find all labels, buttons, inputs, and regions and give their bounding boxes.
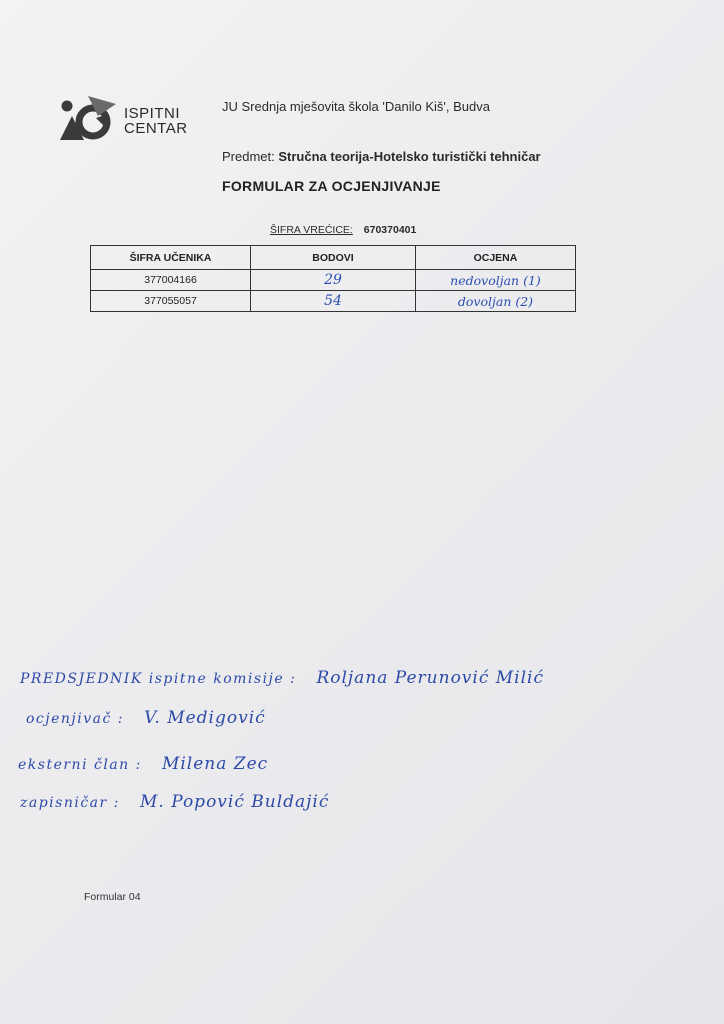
table-row bbox=[91, 291, 576, 312]
signature-role: PREDSJEDNIK ispitne komisije : bbox=[20, 671, 297, 687]
column-header-grade: OCJENA bbox=[415, 246, 575, 270]
form-number: Formular 04 bbox=[84, 891, 141, 903]
student-code-cell: 377004166 bbox=[91, 270, 251, 291]
signature-role: zapisničar : bbox=[20, 795, 120, 811]
student-code-cell: 377055057 bbox=[91, 291, 251, 312]
points-cell: 54 bbox=[251, 291, 416, 312]
signature-line-recorder bbox=[20, 792, 329, 812]
column-header-student-code: ŠIFRA UČENIKA bbox=[91, 246, 251, 270]
logo-wordmark bbox=[124, 106, 188, 136]
signature-person: V. Medigović bbox=[144, 708, 266, 728]
grade-cell: nedovoljan (1) bbox=[415, 270, 575, 291]
page-title: FORMULAR ZA OCJENJIVANJE bbox=[222, 178, 441, 194]
grades-table bbox=[90, 245, 576, 312]
signature-person: Milena Zec bbox=[161, 754, 269, 774]
table-row bbox=[91, 270, 576, 291]
ispitni-centar-logo bbox=[58, 94, 208, 144]
logo-mark-icon bbox=[58, 94, 120, 144]
signature-line-examiner bbox=[26, 708, 266, 728]
subject-value: Stručna teorija-Hotelsko turistički tehničar bbox=[278, 149, 541, 164]
bag-code bbox=[270, 224, 416, 236]
subject-line bbox=[222, 149, 541, 164]
signature-person: Roljana Perunović Milić bbox=[316, 668, 545, 688]
signature-person: M. Popović Buldajić bbox=[139, 792, 330, 812]
logo-line2: CENTAR bbox=[124, 120, 188, 137]
signature-line-external-member bbox=[18, 754, 268, 774]
bag-code-value: 670370401 bbox=[363, 224, 417, 236]
school-name: JU Srednja mješovita škola 'Danilo Kiš', Budva bbox=[222, 99, 490, 114]
points-cell: 29 bbox=[251, 270, 416, 291]
signature-role: ocjenjivač : bbox=[26, 711, 124, 727]
subject-label: Predmet: bbox=[222, 149, 275, 164]
bag-code-label: ŠIFRA VREĆICE: bbox=[270, 224, 353, 236]
grade-cell: dovoljan (2) bbox=[415, 291, 575, 312]
column-header-points: BODOVI bbox=[251, 246, 416, 270]
logo-line1: ISPITNI bbox=[124, 105, 181, 122]
signature-line-president bbox=[20, 668, 544, 688]
table-header-row bbox=[91, 246, 576, 270]
signature-role: eksterni član : bbox=[18, 757, 142, 773]
